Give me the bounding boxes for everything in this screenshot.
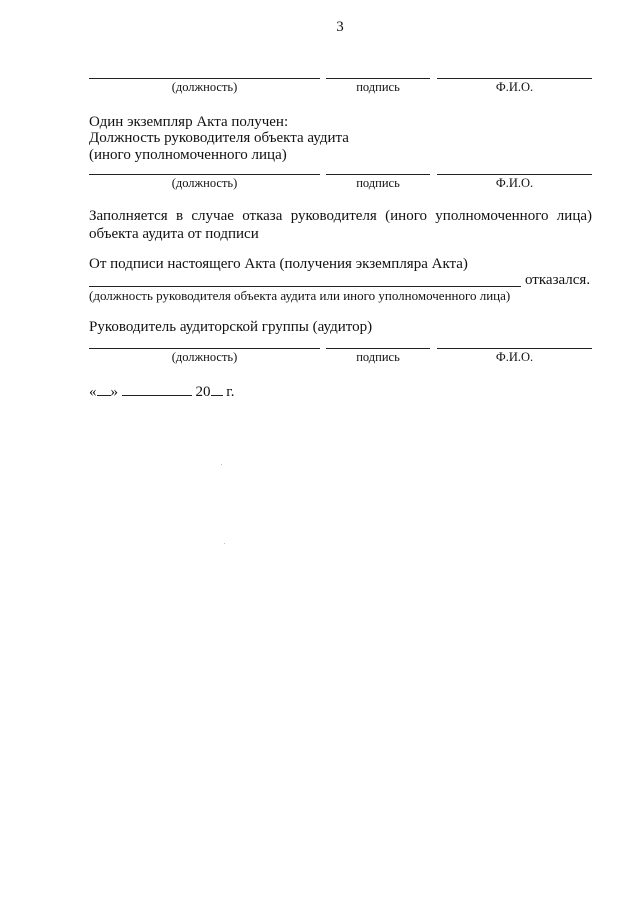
position-line — [89, 174, 320, 175]
signature-label: подпись — [356, 80, 400, 94]
name-line — [437, 78, 592, 79]
signature-line — [326, 348, 430, 349]
date-close-quote: » — [110, 384, 118, 400]
position-line — [89, 78, 320, 79]
year-blank — [211, 381, 223, 396]
refused-word: отказался. — [525, 272, 591, 288]
refusal-caption: (должность руководителя объекта аудита или иного уполномоченного лица) — [89, 288, 511, 303]
scan-speck — [224, 543, 225, 544]
refusal-text: От подписи настоящего Акта (получения экземпляра Акта) — [89, 256, 468, 272]
position-label: (должность) — [171, 350, 238, 364]
page-number: 3 — [336, 19, 344, 35]
name-label: Ф.И.О. — [495, 350, 534, 364]
signature-row-2 — [89, 174, 592, 196]
scan-speck — [221, 464, 222, 465]
signature-label: подпись — [356, 350, 400, 364]
year-suffix: г. — [226, 384, 235, 400]
year-prefix: 20 — [195, 384, 211, 400]
signature-row-3 — [89, 348, 592, 370]
signature-label: подпись — [356, 176, 400, 190]
name-line — [437, 174, 592, 175]
name-line — [437, 348, 592, 349]
name-label: Ф.И.О. — [495, 176, 534, 190]
name-label: Ф.И.О. — [495, 80, 534, 94]
position-label: (должность) — [171, 176, 238, 190]
date-line — [89, 381, 234, 401]
head-auditor-label: Руководитель аудиторской группы (аудитор) — [89, 319, 373, 335]
month-blank — [122, 381, 192, 396]
date-open-quote: « — [89, 384, 97, 400]
signature-line — [326, 174, 430, 175]
refusal-position-line — [89, 286, 521, 287]
signature-line — [326, 78, 430, 79]
position-label: (должность) — [171, 80, 238, 94]
signature-row-1 — [89, 78, 592, 100]
authorized-person-line: (иного уполномоченного лица) — [89, 147, 287, 163]
day-blank — [97, 381, 111, 396]
refusal-note: Заполняется в случае отказа руководителя (иного уполномоченного лица) объекта аудита от подписи — [89, 208, 592, 242]
position-line — [89, 348, 320, 349]
head-position-line: Должность руководителя объекта аудита — [89, 130, 349, 146]
copy-received-line: Один экземпляр Акта получен: — [89, 114, 289, 130]
